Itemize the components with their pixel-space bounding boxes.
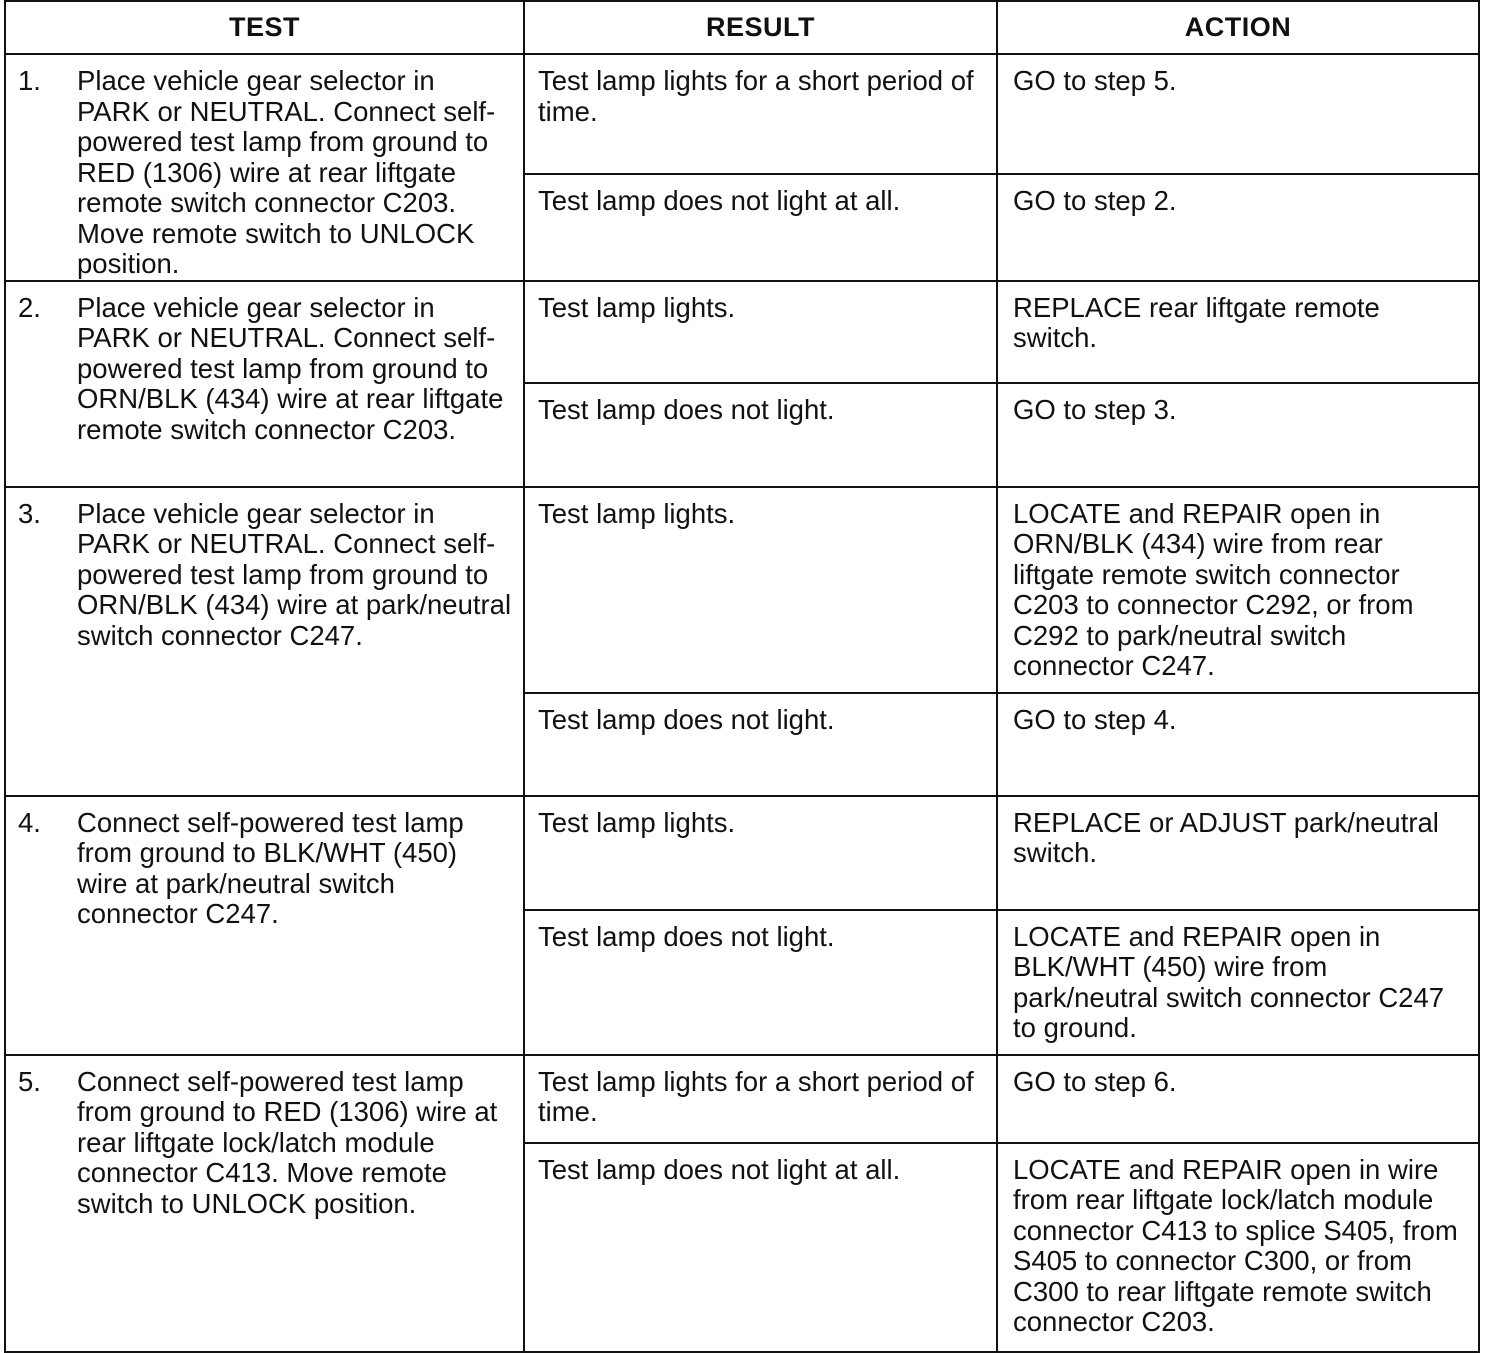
header-test: TEST [5, 1, 524, 54]
step-number: 1. [18, 65, 41, 96]
action-text: REPLACE or ADJUST park/neutral switch. [1013, 806, 1439, 868]
table-row [5, 487, 1479, 693]
step-number: 2. [18, 291, 41, 323]
result-text: Test lamp lights. [538, 291, 736, 323]
test-cell [5, 281, 524, 487]
result-cell [524, 281, 997, 383]
test-description: Place vehicle gear selector in PARK or NEUTRAL. Connect self-powered test lamp from ground to ORN/BLK (434) wire at rear liftgate remote switch connector C203. [77, 291, 504, 445]
test-cell [5, 796, 524, 1055]
action-cell [997, 693, 1479, 796]
result-text: Test lamp does not light at all. [538, 1153, 901, 1185]
result-cell [524, 54, 997, 174]
action-cell [997, 910, 1479, 1055]
header-row [5, 1, 1479, 54]
result-cell [524, 383, 997, 487]
action-text: GO to step 6. [1013, 1065, 1177, 1097]
table-body [5, 54, 1479, 1352]
action-text: GO to step 5. [1013, 65, 1177, 96]
action-cell [997, 174, 1479, 281]
test-cell [5, 487, 524, 796]
action-text: REPLACE rear liftgate remote switch. [1013, 291, 1380, 353]
test-description: Connect self-powered test lamp from ground to BLK/WHT (450) wire at park/neutral switch connector C247. [77, 806, 464, 929]
result-cell [524, 796, 997, 910]
action-text: LOCATE and REPAIR open in ORN/BLK (434) wire from rear liftgate remote switch connector C203 to connector C292, or from C292 to park/neutral switch connector C247. [1013, 497, 1414, 681]
table-row [5, 1055, 1479, 1143]
table-row [5, 796, 1479, 910]
result-text: Test lamp does not light at all. [538, 184, 901, 216]
action-cell [997, 796, 1479, 910]
table-row [5, 281, 1479, 383]
action-cell [997, 383, 1479, 487]
result-text: Test lamp lights. [538, 497, 736, 529]
table-header [5, 1, 1479, 54]
test-description: Connect self-powered test lamp from ground to RED (1306) wire at rear liftgate lock/latch module connector C413. Move remote switch to UNLOCK position. [77, 1065, 498, 1219]
step-number: 5. [18, 1065, 41, 1097]
result-text: Test lamp lights for a short period of time. [538, 1065, 974, 1127]
result-cell [524, 174, 997, 281]
test-description: Place vehicle gear selector in PARK or NEUTRAL. Connect self-powered test lamp from ground to ORN/BLK (434) wire at park/neutral switch connector C247. [77, 497, 512, 651]
test-cell [5, 1055, 524, 1352]
action-text: GO to step 2. [1013, 184, 1177, 216]
step-number: 4. [18, 806, 41, 838]
result-cell [524, 693, 997, 796]
action-text: GO to step 4. [1013, 703, 1177, 735]
result-cell [524, 1055, 997, 1143]
header-action: ACTION [997, 1, 1479, 54]
result-cell [524, 910, 997, 1055]
result-cell [524, 1143, 997, 1352]
step-number: 3. [18, 497, 41, 529]
action-text: LOCATE and REPAIR open in BLK/WHT (450) wire from park/neutral switch connector C247 to ground. [1013, 920, 1445, 1043]
test-cell [5, 54, 524, 281]
action-cell [997, 1055, 1479, 1143]
action-text: LOCATE and REPAIR open in wire from rear liftgate lock/latch module connector C413 to splice S405, from S405 to connector C300, or from C300 to rear liftgate remote switch connector C203. [1013, 1153, 1458, 1337]
diagnostic-table [4, 0, 1480, 1353]
result-text: Test lamp does not light. [538, 920, 835, 952]
table-row [5, 54, 1479, 174]
result-text: Test lamp lights. [538, 806, 736, 838]
result-cell [524, 487, 997, 693]
header-result: RESULT [524, 1, 997, 54]
result-text: Test lamp does not light. [538, 703, 835, 735]
action-cell [997, 1143, 1479, 1352]
result-text: Test lamp does not light. [538, 393, 835, 425]
action-text: GO to step 3. [1013, 393, 1177, 425]
test-description: Place vehicle gear selector in PARK or NEUTRAL. Connect self-powered test lamp from ground to RED (1306) wire at rear liftgate remote switch connector C203. Move remote switch to UNLOCK position. [77, 65, 496, 279]
action-cell [997, 281, 1479, 383]
action-cell [997, 487, 1479, 693]
result-text: Test lamp lights for a short period of time. [538, 65, 974, 127]
action-cell [997, 54, 1479, 174]
